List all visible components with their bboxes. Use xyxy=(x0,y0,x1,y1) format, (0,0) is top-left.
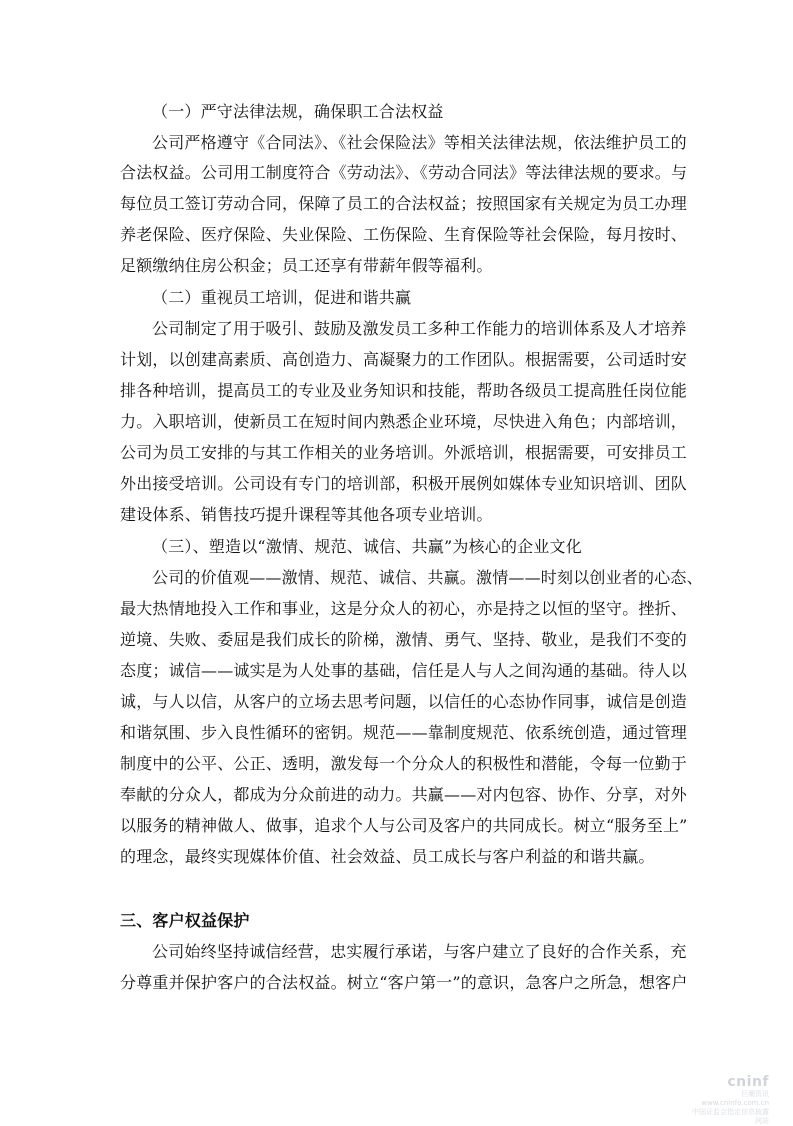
section-title: （二）重视员工培训，促进和谐共赢 xyxy=(152,288,412,307)
paragraph-line: 建设体系、销售技巧提升课程等其他各项专业培训。 xyxy=(120,505,493,524)
paragraph-line: 分尊重并保护客户的合法权益。树立“客户第一”的意识，急客户之所急，想客户 xyxy=(120,973,688,992)
paragraph-line: 公司为员工安排的与其工作相关的业务培训。外派培训，根据需要，可安排员工 xyxy=(120,443,688,462)
paragraph-line: 力。入职培训，使新员工在短时间内熟悉企业环境，尽快进入角色；内部培训， xyxy=(120,412,688,431)
paragraph-line: 的理念，最终实现媒体价值、社会效益、员工成长与客户利益的和谐共赢。 xyxy=(120,847,655,866)
paragraph-line: 合法权益。公司用工制度符合《劳动法》、《劳动合同法》等法律法规的要求。与 xyxy=(120,163,688,182)
paragraph-line: 排各种培训，提高员工的专业及业务知识和技能，帮助各级员工提高胜任岗位能 xyxy=(120,381,688,400)
chapter-heading: 三、客户权益保护 xyxy=(120,911,250,930)
paragraph-line: 每位员工签订劳动合同，保障了员工的合法权益；按照国家有关规定为员工办理 xyxy=(120,194,688,213)
watermark-url: www.cninfo.com.cn xyxy=(701,1099,769,1107)
paragraph-line: 最大热情地投入工作和事业，这是分众人的初心，亦是持之以恒的坚守。挫折、 xyxy=(120,599,688,618)
paragraph-line: 态度；诚信——诚实是为人处事的基础，信任是人与人之间沟通的基础。待人以 xyxy=(120,661,688,680)
cninfo-watermark xyxy=(689,1074,769,1125)
paragraph-line: 和谐氛围、步入良性循环的密钥。规范——靠制度规范、依系统创造，通过管理 xyxy=(120,723,688,742)
section-title: （一）严守法律法规，确保职工合法权益 xyxy=(152,102,444,121)
paragraph-line: 公司制定了用于吸引、鼓励及激发员工多种工作能力的培训体系及人才培养 xyxy=(152,319,687,338)
paragraph-line: 制度中的公平、公正、透明，激发每一个分众人的积极性和潜能，令每一位勤于 xyxy=(120,754,688,773)
paragraph-line: 以服务的精神做人、做事，追求个人与公司及客户的共同成长。树立“服务至上” xyxy=(120,816,688,835)
paragraph-line: 公司的价值观——激情、规范、诚信、共赢。激情——时刻以创业者的心态、 xyxy=(152,568,703,587)
paragraph-line: 诚，与人以信，从客户的立场去思考问题，以信任的心态协作同事，诚信是创造 xyxy=(120,692,688,711)
paragraph-line: 奉献的分众人，都成为分众前进的动力。共赢——对内包容、协作、分享，对外 xyxy=(120,785,688,804)
paragraph-line: 公司始终坚持诚信经营，忠实履行承诺，与客户建立了良好的合作关系，充 xyxy=(152,942,687,961)
paragraph-line: 足额缴纳住房公积金；员工还享有带薪年假等福利。 xyxy=(120,256,493,275)
paragraph-line: 公司严格遵守《合同法》、《社会保险法》等相关法律法规，依法维护员工的 xyxy=(152,133,687,152)
section-title: （三）、塑造以“激情、规范、诚信、共赢”为核心的企业文化 xyxy=(152,537,582,556)
paragraph-line: 计划，以创建高素质、高创造力、高凝聚力的工作团队。根据需要，公司适时安 xyxy=(120,350,688,369)
paragraph-line: 逆境、失败、委屈是我们成长的阶梯，激情、勇气、坚持、敬业，是我们不变的 xyxy=(120,630,688,649)
watermark-org: 中国证监会指定信息披露网站 xyxy=(692,1108,769,1125)
watermark-cn-name: 巨潮资讯 xyxy=(741,1090,769,1098)
paragraph-line: 养老保险、医疗保险、失业保险、工伤保险、生育保险等社会保险，每月按时、 xyxy=(120,225,688,244)
watermark-logo: cninf xyxy=(727,1074,769,1090)
paragraph-line: 外出接受培训。公司设有专门的培训部，积极开展例如媒体专业知识培训、团队 xyxy=(120,474,688,493)
